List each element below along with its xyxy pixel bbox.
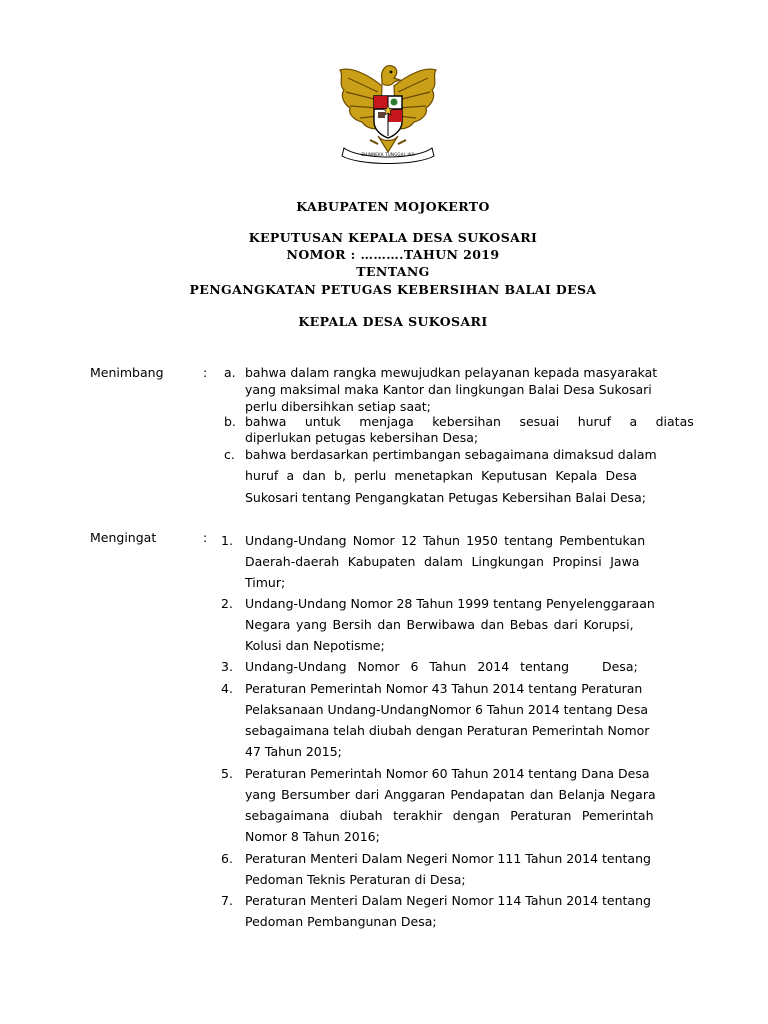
menimbang-marker-b: b.	[224, 414, 236, 429]
mengingat-5-line-3: sebagaimana diubah terakhir dengan Peraturan Pemerintah	[245, 808, 654, 823]
mengingat-4-line-2: Pelaksanaan Undang-UndangNomor 6 Tahun 2014 tentang Desa	[245, 702, 649, 717]
emblem-motto: BHINNEKA TUNGGAL IKA	[361, 152, 415, 157]
mengingat-marker-2: 2.	[221, 596, 233, 611]
decree-title: KEPUTUSAN KEPALA DESA SUKOSARI	[248, 230, 538, 245]
mengingat-7-line-1: Peraturan Menteri Dalam Negeri Nomor 114 Tahun 2014 tentang	[245, 893, 651, 908]
menimbang-c-line-2: huruf a dan b, perlu menetapkan Keputusan Kepala Desa	[245, 468, 638, 483]
mengingat-2-line-3: Kolusi dan Nepotisme;	[245, 638, 385, 653]
menimbang-a-line-3: perlu dibersihkan setiap saat;	[245, 399, 431, 414]
mengingat-marker-3: 3.	[221, 659, 233, 674]
mengingat-colon: :	[203, 530, 208, 545]
menimbang-a-line-1: bahwa dalam rangka mewujudkan pelayanan kepada masyarakat	[245, 365, 658, 380]
regency-heading: KABUPATEN MOJOKERTO	[296, 199, 490, 214]
menimbang-label: Menimbang	[90, 365, 164, 380]
mengingat-marker-4: 4.	[221, 681, 233, 696]
decree-subject: PENGANGKATAN PETUGAS KEBERSIHAN BALAI DESA	[189, 282, 597, 297]
menimbang-a-line-2: yang maksimal maka Kantor dan lingkungan Balai Desa Sukosari	[245, 382, 652, 397]
mengingat-1-line-3: Timur;	[245, 575, 286, 590]
mengingat-5-line-2: yang Bersumber dari Anggaran Pendapatan dan Belanja Negara	[245, 787, 656, 802]
mengingat-label: Mengingat	[90, 530, 157, 545]
menimbang-b-line-2: diperlukan petugas kebersihan Desa;	[245, 430, 479, 445]
mengingat-4-line-3: sebagaimana telah diubah dengan Peraturan Pemerintah Nomor	[245, 723, 650, 738]
mengingat-5-line-4: Nomor 8 Tahun 2016;	[245, 829, 380, 844]
mengingat-marker-7: 7.	[221, 893, 233, 908]
menimbang-colon: :	[203, 365, 208, 380]
mengingat-2-line-1: Undang-Undang Nomor 28 Tahun 1999 tentang Penyelenggaraan	[245, 596, 655, 611]
mengingat-6-line-1: Peraturan Menteri Dalam Negeri Nomor 111 Tahun 2014 tentang	[245, 851, 651, 866]
menimbang-marker-a: a.	[224, 365, 236, 380]
mengingat-3-line-1: Undang-Undang Nomor 6 Tahun 2014 tentang Desa;	[245, 659, 638, 674]
garuda-emblem-icon	[330, 56, 446, 166]
decree-number: NOMOR : ……….TAHUN 2019	[286, 247, 500, 262]
menimbang-c-line-1: bahwa berdasarkan pertimbangan sebagaimana dimaksud dalam	[245, 447, 657, 462]
mengingat-4-line-1: Peraturan Pemerintah Nomor 43 Tahun 2014 tentang Peraturan	[245, 681, 643, 696]
mengingat-marker-5: 5.	[221, 766, 233, 781]
mengingat-marker-1: 1.	[221, 533, 233, 548]
issuing-official: KEPALA DESA SUKOSARI	[298, 314, 488, 329]
mengingat-1-line-1: Undang-Undang Nomor 12 Tahun 1950 tentang Pembentukan	[245, 533, 646, 548]
mengingat-4-line-4: 47 Tahun 2015;	[245, 744, 342, 759]
mengingat-1-line-2: Daerah-daerah Kabupaten dalam Lingkungan Propinsi Jawa	[245, 554, 640, 569]
menimbang-marker-c: c.	[224, 447, 235, 462]
menimbang-c-line-3: Sukosari tentang Pengangkatan Petugas Kebersihan Balai Desa;	[245, 490, 646, 505]
menimbang-b-line-1: bahwa untuk menjaga kebersihan sesuai huruf a diatas	[245, 414, 694, 429]
mengingat-5-line-1: Peraturan Pemerintah Nomor 60 Tahun 2014 tentang Dana Desa	[245, 766, 650, 781]
mengingat-2-line-2: Negara yang Bersih dan Berwibawa dan Bebas dari Korupsi,	[245, 617, 634, 632]
mengingat-6-line-2: Pedoman Teknis Peraturan di Desa;	[245, 872, 466, 887]
mengingat-7-line-2: Pedoman Pembangunan Desa;	[245, 914, 437, 929]
mengingat-marker-6: 6.	[221, 851, 233, 866]
about-label: TENTANG	[356, 264, 430, 279]
